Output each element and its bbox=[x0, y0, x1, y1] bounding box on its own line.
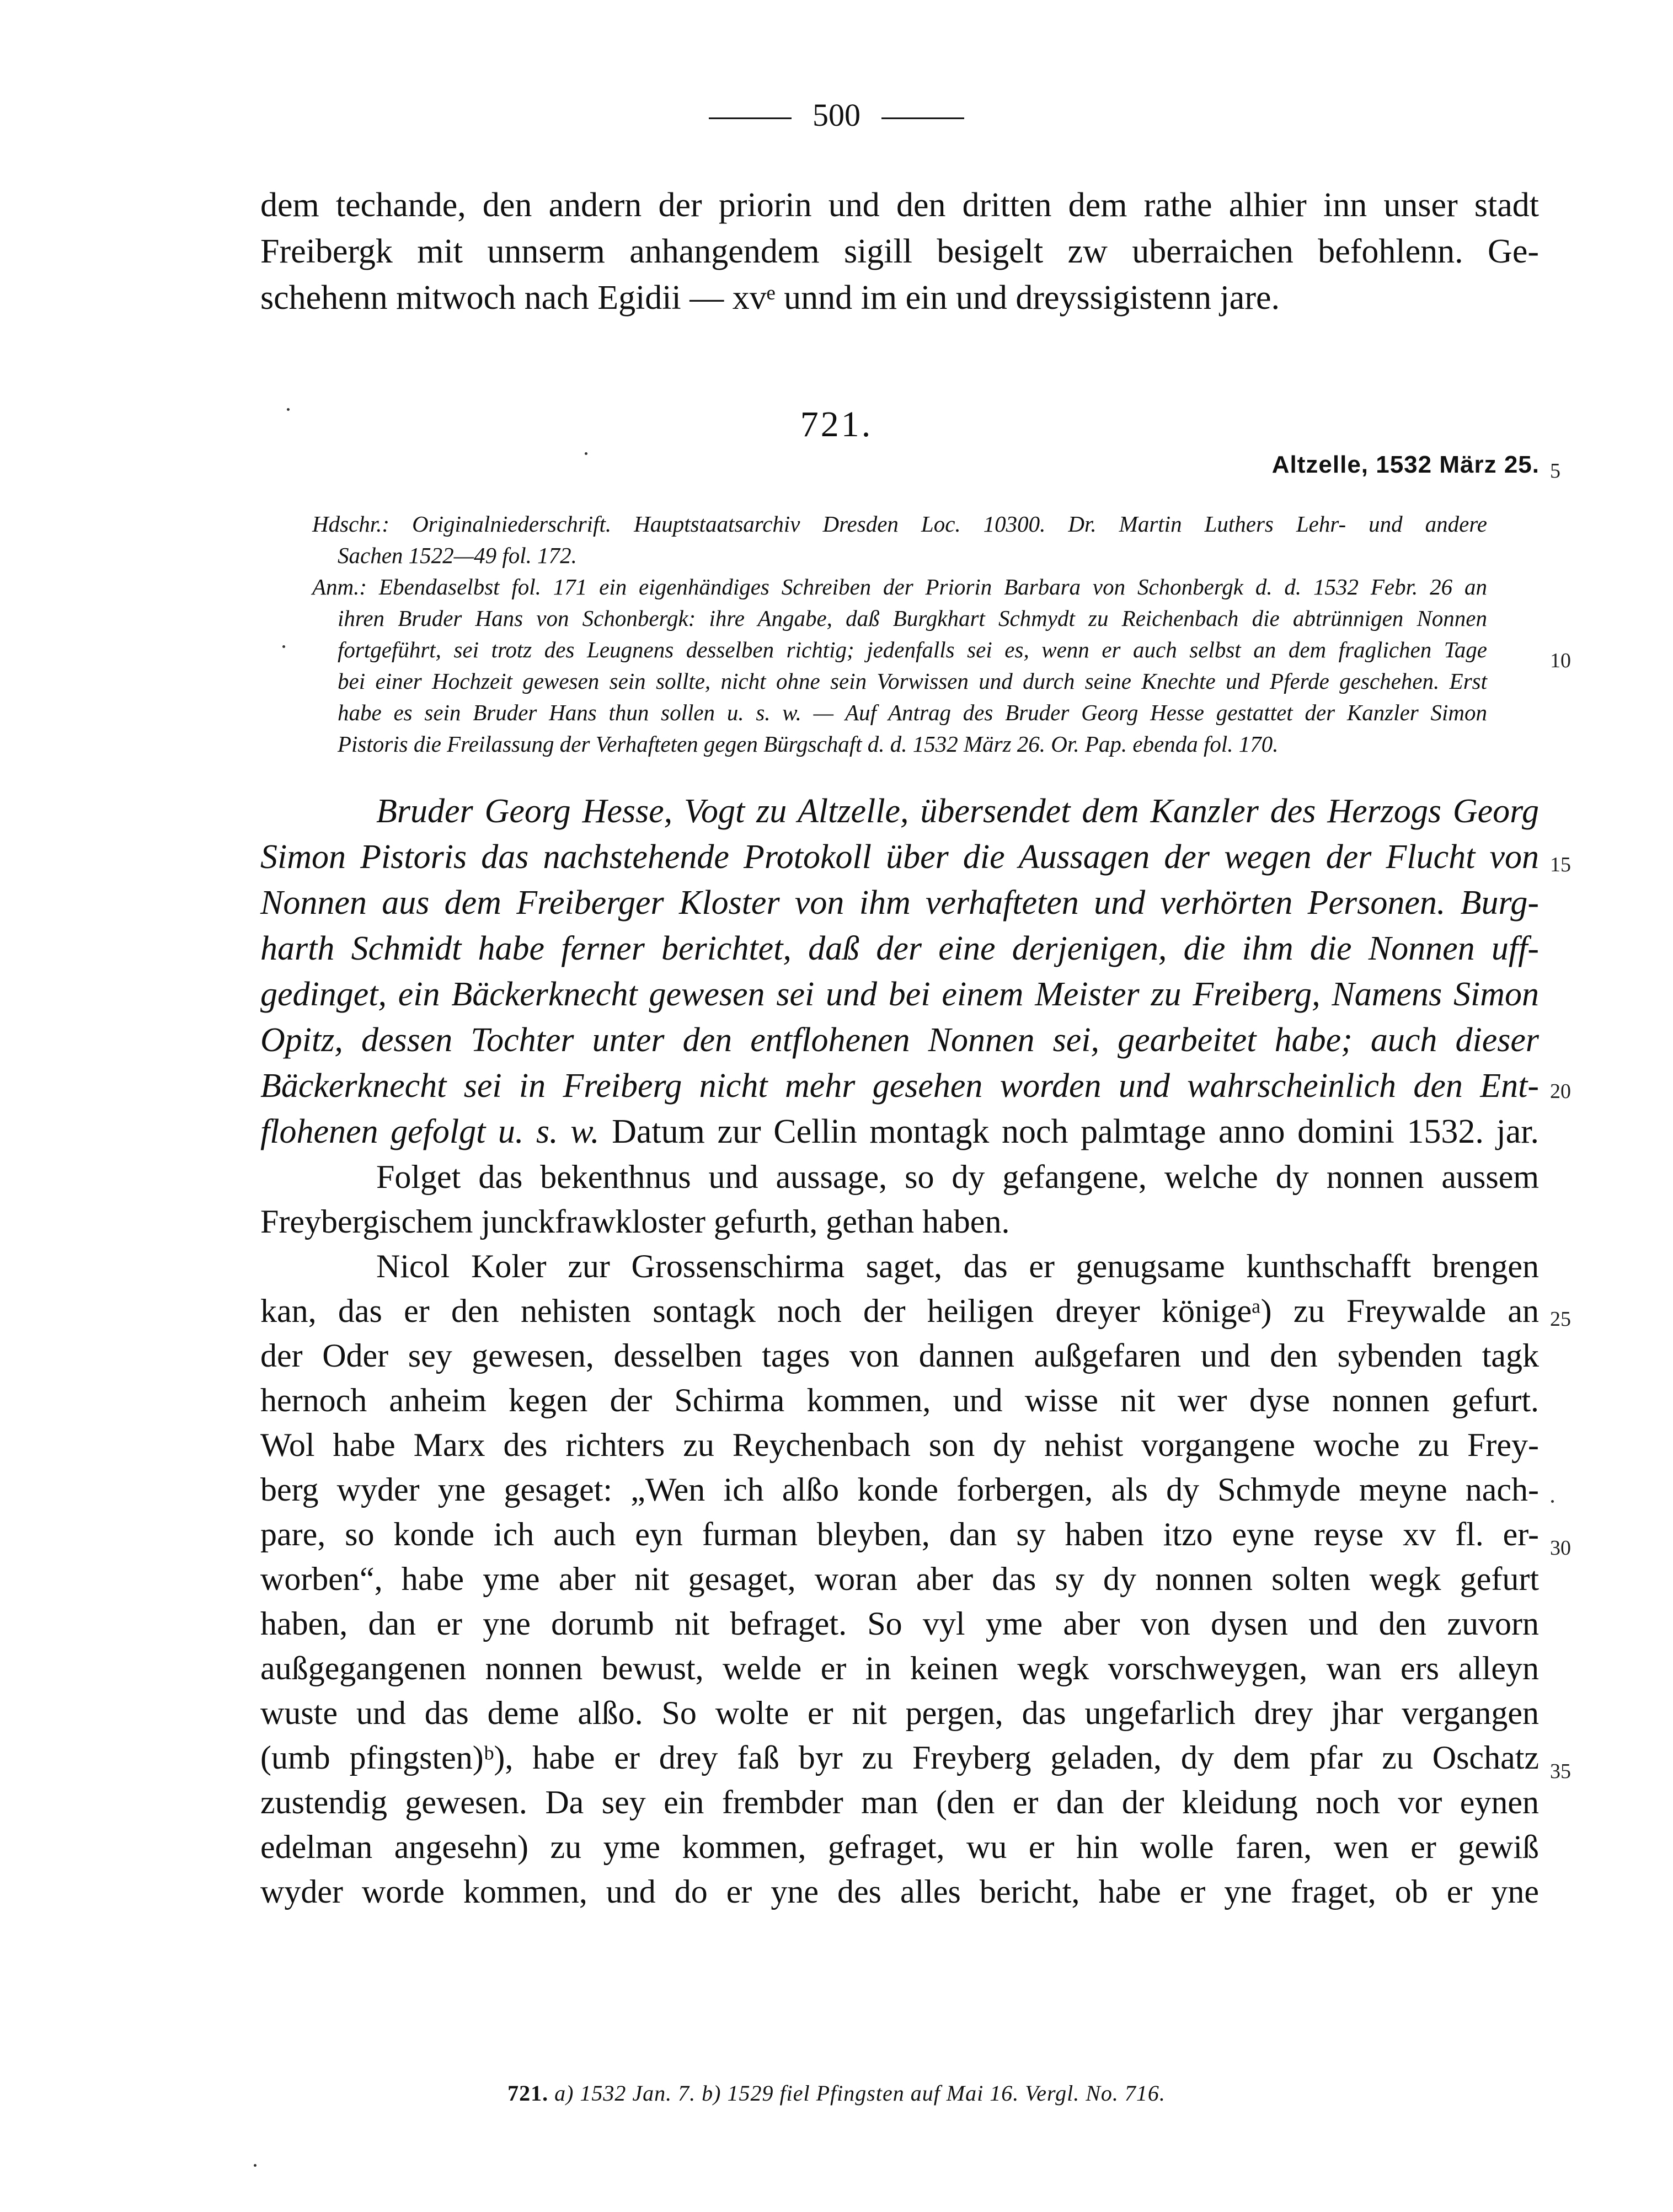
place-date: Altzelle, 1532 März 25. bbox=[1271, 451, 1540, 478]
dating-line: Datum zur Cellin montagk noch palmtage anno domini 1532. jar. bbox=[612, 1113, 1539, 1150]
line-number-5: 5 bbox=[1550, 459, 1560, 483]
scan-speck bbox=[1551, 1500, 1554, 1503]
text-line: kan, das er den nehisten sontagk noch der heiligen dreyer königeᵃ) zu Freywalde an bbox=[260, 1293, 1539, 1329]
page-header bbox=[0, 99, 1673, 131]
summary-line: flohenen gefolgt u. s. w. bbox=[260, 1113, 600, 1150]
text-line: außgegangenen nonnen bewust, welde er in keinen wegk vorschweygen, wan ers alleyn bbox=[260, 1650, 1539, 1686]
protocol-text bbox=[260, 1155, 1539, 1914]
text-line: der Oder sey gewesen, desselben tages von dannen außgefaren und den sybenden tagk bbox=[260, 1337, 1539, 1374]
apparatus-line: Sachen 1522—49 fol. 172. bbox=[338, 543, 577, 568]
apparatus-note bbox=[312, 508, 1487, 760]
text-line: wyder worde kommen, und do er yne des alles bericht, habe er yne fraget, ob er yne bbox=[260, 1873, 1539, 1910]
apparatus-line: Pistoris die Freilassung der Verhafteten gegen Bürgschaft d. d. 1532 März 26. Or. Pap. ebenda fol. 170. bbox=[338, 731, 1279, 757]
summary-line: gedinget, ein Bäckerknecht gewesen sei und bei einem Meister zu Freiberg, Namens Simon bbox=[260, 976, 1539, 1013]
text-line: haben, dan er yne dorumb nit befraget. So vyl yme aber von dysen und den zuvorn bbox=[260, 1605, 1539, 1642]
footnote-text: a) 1532 Jan. 7. b) 1529 fiel Pfingsten auf Mai 16. Vergl. No. 716. bbox=[554, 2081, 1166, 2106]
text-line: dem techande, den andern der priorin und den dritten dem rathe alhier inn unser stadt bbox=[260, 186, 1539, 224]
text-line: pare, so konde ich auch eyn furman bleyben, dan sy haben itzo eyne reyse xv fl. er- bbox=[260, 1516, 1539, 1552]
line-number-20: 20 bbox=[1550, 1080, 1571, 1103]
summary-line: Opitz, dessen Tochter unter den entflohenen Nonnen sei, gearbeitet habe; auch dieser bbox=[260, 1021, 1539, 1059]
text-line: Freibergk mit unnserm anhangendem sigill besigelt zw uberraichen befohlenn. Ge- bbox=[260, 233, 1539, 270]
document-number: 721. bbox=[800, 404, 873, 444]
summary-line: Simon Pistoris das nachstehende Protokoll über die Aussagen der wegen der Flucht von bbox=[260, 838, 1539, 876]
apparatus-line: Anm.: Ebendaselbst fol. 171 ein eigenhändiges Schreiben der Priorin Barbara von Schonbergk d. d. 1532 Febr. 26 an bbox=[312, 574, 1487, 599]
text-line: zustendig gewesen. Da sey ein frembder man (den er dan der kleidung noch vor eynen bbox=[260, 1784, 1539, 1820]
text-line: (umb pfingsten)ᵇ), habe er drey faß byr zu Freyberg geladen, dy dem pfar zu Oschatz bbox=[260, 1739, 1539, 1776]
summary-paragraph bbox=[260, 789, 1539, 1155]
summary-line-with-dating bbox=[260, 1109, 1539, 1155]
continued-text bbox=[260, 182, 1539, 321]
text-line: hernoch anheim kegen der Schirma kommen, und wisse nit wer dyse nonnen gefurt. bbox=[260, 1382, 1539, 1418]
text-line: Nicol Koler zur Grossenschirma saget, das er genugsame kunthschafft brengen bbox=[376, 1248, 1539, 1284]
footnote-number: 721. bbox=[507, 2081, 549, 2106]
apparatus-line: fortgeführt, sei trotz des Leugnens desselben richtig; jedenfalls sei es, wenn er auch selbst an dem fraglichen Tage bbox=[338, 637, 1487, 662]
text-line: Freybergischem junckfrawkloster gefurth, gethan haben. bbox=[260, 1203, 1010, 1240]
scan-speck bbox=[254, 2164, 256, 2167]
summary-line: Bäckerknecht sei in Freiberg nicht mehr gesehen worden und wahrscheinlich den Ent- bbox=[260, 1067, 1539, 1105]
line-number-10: 10 bbox=[1550, 649, 1571, 672]
apparatus-line: ihren Bruder Hans von Schonbergk: ihre Angabe, daß Burgkhart Schmydt zu Reichenbach die abtrünnigen Nonnen bbox=[338, 606, 1487, 631]
footnote bbox=[0, 2080, 1673, 2106]
summary-line: Nonnen aus dem Freiberger Kloster von ihm verhafteten und verhörten Personen. Burg- bbox=[260, 884, 1539, 922]
apparatus-line: bei einer Hochzeit gewesen sein sollte, nicht ohne sein Vorwissen und durch seine Knechte und Pferde geschehen. Erst bbox=[338, 668, 1487, 694]
scan-speck bbox=[282, 645, 285, 648]
scan-speck bbox=[287, 408, 290, 411]
page-number: 500 bbox=[813, 97, 860, 133]
scan-speck bbox=[585, 452, 587, 455]
line-number-35: 35 bbox=[1550, 1760, 1571, 1783]
text-line: berg wyder yne gesaget: „Wen ich alßo konde forbergen, als dy Schmyde meyne nach- bbox=[260, 1471, 1539, 1508]
header-dash-right bbox=[881, 117, 964, 119]
line-number-25: 25 bbox=[1550, 1308, 1571, 1331]
text-line: worben“, habe yme aber nit gesaget, woran aber das sy dy nonnen solten wegk gefurt bbox=[260, 1561, 1539, 1597]
text-line: Wol habe Marx des richters zu Reychenbach son dy nehist vorgangene woche zu Frey- bbox=[260, 1427, 1539, 1463]
summary-line: Bruder Georg Hesse, Vogt zu Altzelle, übersendet dem Kanzler des Herzogs Georg bbox=[376, 792, 1539, 830]
text-line: edelman angesehn) zu yme kommen, gefraget, wu er hin wolle faren, wen er gewiß bbox=[260, 1829, 1539, 1865]
line-number-15: 15 bbox=[1550, 853, 1571, 876]
text-line: wuste und das deme alßo. So wolte er nit pergen, das ungefarlich drey jhar vergangen bbox=[260, 1695, 1539, 1731]
text-line: schehenn mitwoch nach Egidii — xvᵉ unnd im ein und dreyssigistenn jare. bbox=[260, 279, 1280, 317]
line-number-30: 30 bbox=[1550, 1536, 1571, 1560]
summary-line: harth Schmidt habe ferner berichtet, daß der eine derjenigen, die ihm die Nonnen uff- bbox=[260, 930, 1539, 967]
header-dash-left bbox=[709, 117, 792, 119]
text-line: Folget das bekenthnus und aussage, so dy gefangene, welche dy nonnen aussem bbox=[376, 1159, 1539, 1195]
apparatus-line: habe es sein Bruder Hans thun sollen u. s. w. — Auf Antrag des Bruder Georg Hesse gestattet der Kanzler Simon bbox=[338, 700, 1487, 725]
apparatus-line: Hdschr.: Originalniederschrift. Hauptstaatsarchiv Dresden Loc. 10300. Dr. Martin Luthers Lehr- und andere bbox=[312, 511, 1487, 537]
